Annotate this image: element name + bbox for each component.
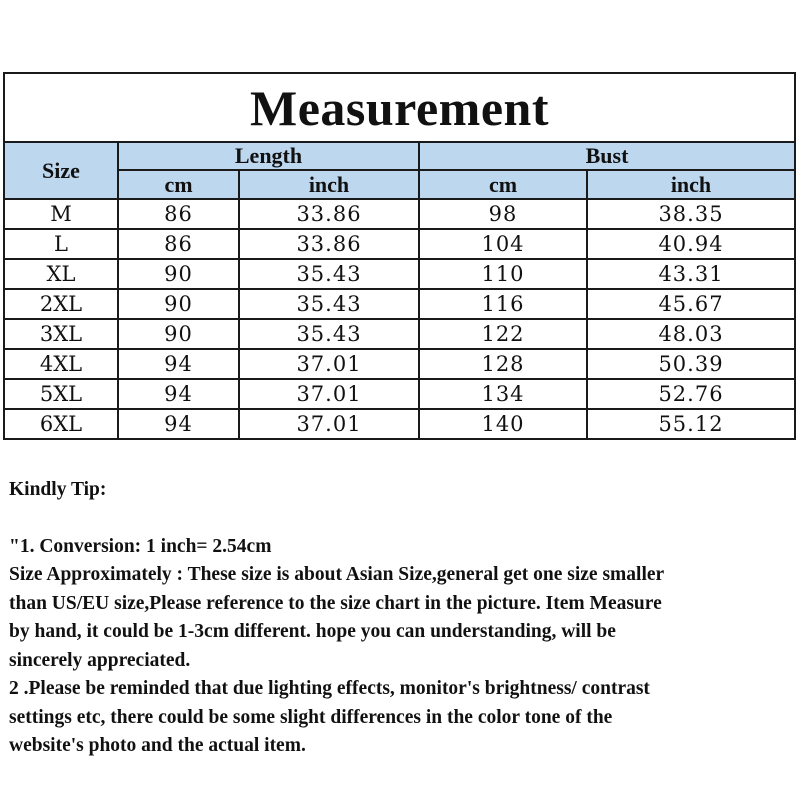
bust-cm-cell: 116 [419, 289, 587, 319]
size-cell: 6XL [4, 409, 118, 439]
size-cell: XL [4, 259, 118, 289]
bust-inch-cell: 52.76 [587, 379, 795, 409]
notes-spacer [9, 505, 794, 533]
bust-cm-cell: 140 [419, 409, 587, 439]
bust-cm-cell: 98 [419, 199, 587, 229]
bust-inch-cell: 40.94 [587, 229, 795, 259]
table-title: Measurement [4, 73, 795, 142]
bust-inch-cell: 55.12 [587, 409, 795, 439]
bust-inch-cell: 48.03 [587, 319, 795, 349]
table-row [4, 259, 795, 289]
kindly-tip-notes [9, 476, 794, 761]
bust-inch-cell: 45.67 [587, 289, 795, 319]
table-row [4, 229, 795, 259]
note-line: "1. Conversion: 1 inch= 2.54cm [9, 535, 272, 557]
length-cm-cell: 94 [118, 379, 239, 409]
note-line: than US/EU size,Please reference to the size chart in the picture. Item Measure [9, 592, 662, 614]
length-cm-cell: 94 [118, 349, 239, 379]
length-inch-cell: 33.86 [239, 199, 419, 229]
bust-cm-cell: 128 [419, 349, 587, 379]
length-cm-cell: 90 [118, 259, 239, 289]
length-inch-cell: 33.86 [239, 229, 419, 259]
length-cm-cell: 86 [118, 199, 239, 229]
measurement-table-container [3, 72, 794, 440]
size-cell: M [4, 199, 118, 229]
header-length: Length [118, 142, 419, 170]
bust-cm-cell: 110 [419, 259, 587, 289]
length-cm-cell: 86 [118, 229, 239, 259]
length-inch-cell: 37.01 [239, 349, 419, 379]
bust-inch-cell: 38.35 [587, 199, 795, 229]
note-line: 2 .Please be reminded that due lighting effects, monitor's brightness/ contrast [9, 678, 650, 699]
bust-inch-cell: 43.31 [587, 259, 795, 289]
length-inch-cell: 37.01 [239, 409, 419, 439]
note-line: Size Approximately : These size is about Asian Size,general get one size smaller [9, 564, 665, 585]
note-line: sincerely appreciated. [9, 649, 191, 671]
length-inch-cell: 35.43 [239, 319, 419, 349]
size-cell: L [4, 229, 118, 259]
header-length-cm: cm [118, 170, 239, 199]
bust-cm-cell: 122 [419, 319, 587, 349]
notes-heading: Kindly Tip: [9, 479, 107, 500]
table-row [4, 349, 795, 379]
header-bust: Bust [419, 142, 795, 170]
length-inch-cell: 35.43 [239, 259, 419, 289]
header-size: Size [4, 142, 118, 199]
bust-inch-cell: 50.39 [587, 349, 795, 379]
length-inch-cell: 37.01 [239, 379, 419, 409]
size-cell: 5XL [4, 379, 118, 409]
table-row [4, 319, 795, 349]
size-cell: 3XL [4, 319, 118, 349]
note-line: settings etc, there could be some slight differences in the color tone of the [9, 706, 613, 728]
note-line: website's photo and the actual item. [9, 735, 306, 756]
size-cell: 4XL [4, 349, 118, 379]
bust-cm-cell: 104 [419, 229, 587, 259]
table-row [4, 289, 795, 319]
table-row [4, 199, 795, 229]
header-length-inch: inch [239, 170, 419, 199]
note-line: by hand, it could be 1-3cm different. hope you can understanding, will be [9, 621, 616, 642]
header-bust-inch: inch [587, 170, 795, 199]
length-cm-cell: 90 [118, 319, 239, 349]
table-row [4, 409, 795, 439]
length-inch-cell: 35.43 [239, 289, 419, 319]
size-cell: 2XL [4, 289, 118, 319]
length-cm-cell: 90 [118, 289, 239, 319]
length-cm-cell: 94 [118, 409, 239, 439]
table-row [4, 379, 795, 409]
header-bust-cm: cm [419, 170, 587, 199]
bust-cm-cell: 134 [419, 379, 587, 409]
measurement-table [3, 72, 796, 440]
